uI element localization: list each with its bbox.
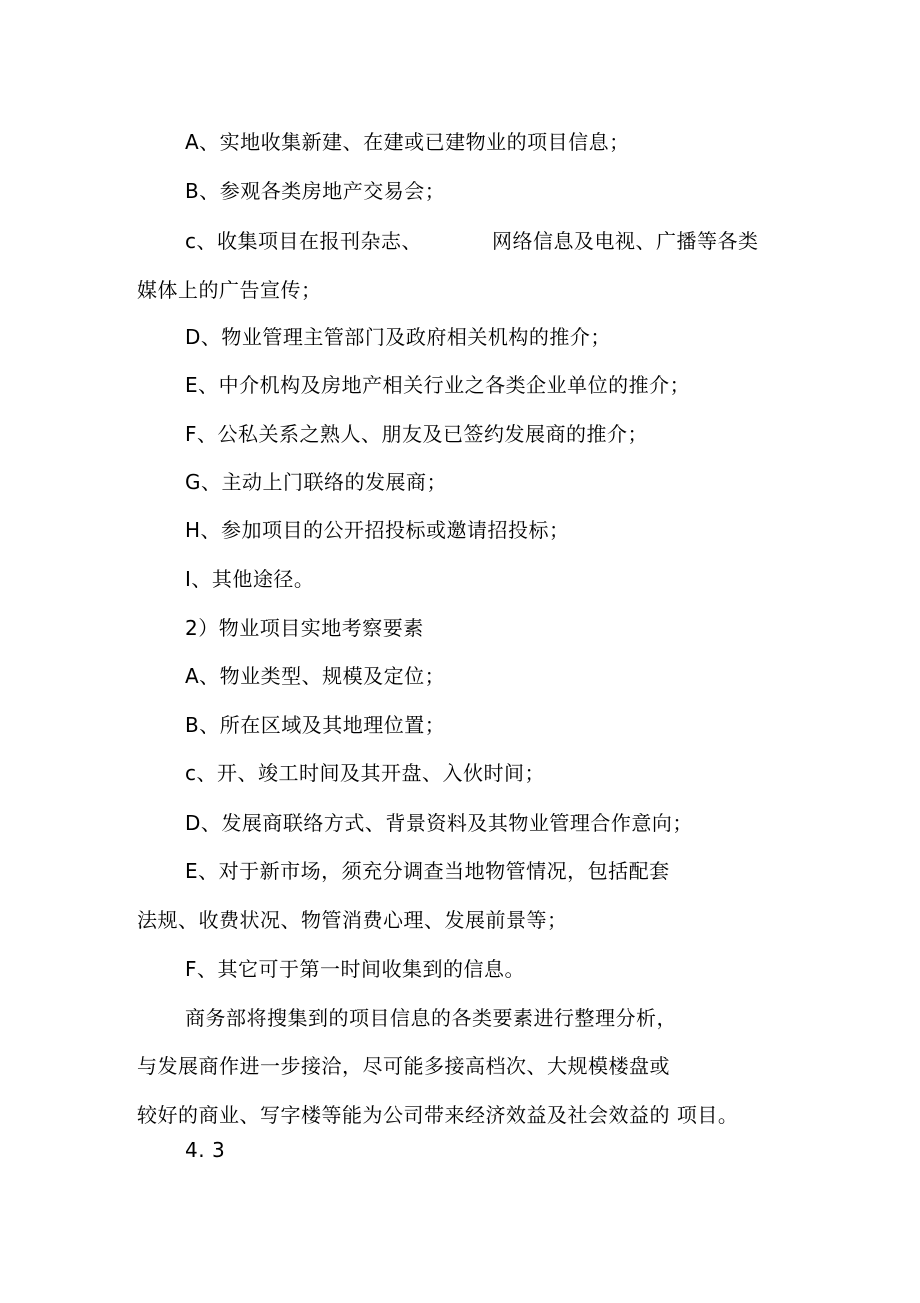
text-line: c、开、竣工时间及其开盘、入伙时间；	[185, 761, 545, 785]
text-line: E、对于新市场，须充分调查当地物管情况，包括配套	[185, 859, 670, 883]
text-line: E、中介机构及房地产相关行业之各类企业单位的推介；	[185, 373, 691, 397]
section-number: 4. 3	[185, 1138, 226, 1162]
text-line: I、其他途径。	[185, 567, 315, 591]
text-line: D、发展商联络方式、背景资料及其物业管理合作意向；	[185, 811, 693, 835]
text-line: A、实地收集新建、在建或已建物业的项目信息；	[185, 130, 630, 154]
paragraph-line: 商务部将搜集到的项目信息的各类要素进行整理分析，	[185, 1006, 677, 1030]
text-line: 媒体上的广告宣传；	[137, 278, 322, 302]
text-line: G、主动上门联络的发展商；	[185, 470, 447, 494]
text-line: 法规、收费状况、物管消费心理、发展前景等；	[137, 908, 568, 932]
paragraph-line: 与发展商作进一步接洽，尽可能多接高档次、大规模楼盘或	[137, 1054, 670, 1078]
text-line: F、其它可于第一时间收集到的信息。	[185, 957, 526, 981]
paragraph-line: 较好的商业、写字楼等能为公司带来经济效益及社会效益的 项目。	[137, 1103, 739, 1127]
text-segment: c、收集项目在报刊杂志、	[185, 229, 422, 253]
text-line: B、所在区域及其地理位置；	[185, 713, 446, 737]
text-line-split	[185, 228, 759, 254]
text-segment: 网络信息及电视、广播等各类	[492, 229, 759, 253]
text-line: B、参观各类房地产交易会；	[185, 179, 446, 203]
text-line: A、物业类型、规模及定位；	[185, 664, 446, 688]
text-line: H、参加项目的公开招投标或邀请招投标；	[185, 518, 570, 542]
text-line: F、公私关系之熟人、朋友及已签约发展商的推介；	[185, 422, 649, 446]
section-heading: 2）物业项目实地考察要素	[185, 616, 424, 640]
text-line: D、物业管理主管部门及政府相关机构的推介；	[185, 325, 611, 349]
